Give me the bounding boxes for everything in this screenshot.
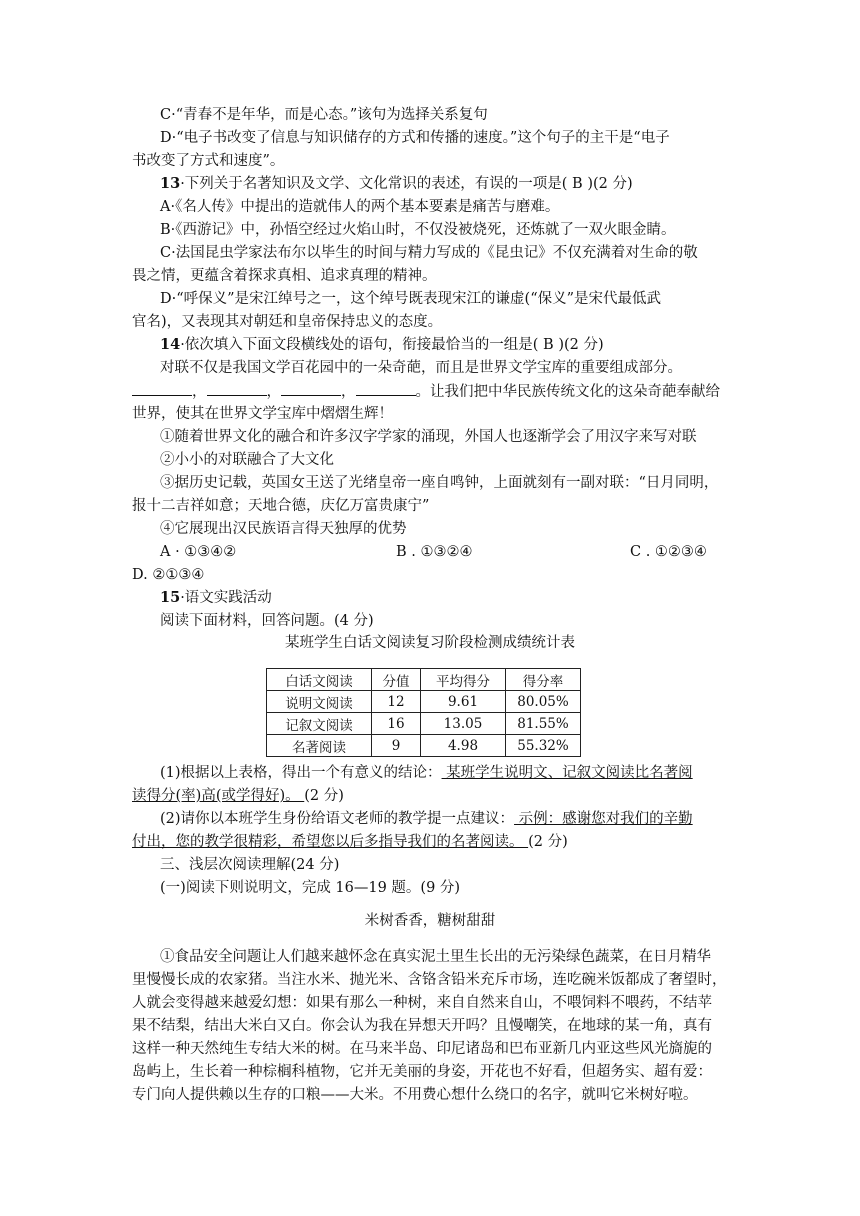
article-para: 这样一种天然纯生专结大米的树。在马来半岛、印尼诸岛和巴布亚新几内亚这些风光旖旎的 — [132, 1041, 712, 1057]
article-para: 岛屿上，生长着一种棕榈科植物，它并无美丽的身姿，开花也不好看，但超务实、超有爱： — [132, 1064, 712, 1080]
table-row — [267, 691, 581, 713]
q13-option-d-line2: 官名)，又表现其对朝廷和皇帝保持忠义的态度。 — [132, 314, 443, 330]
score-table — [266, 668, 581, 757]
q13-option-b: B·《西游记》中，孙悟空经过火焰山时，不仅没被烧死，还炼就了一双火眼金睛。 — [160, 222, 676, 238]
q15-1-answer: 某班学生说明文、记叙文阅读比名著阅 — [441, 765, 693, 781]
article-para: 果不结梨，结出大米白又白。你会认为我在异想天开吗？且慢嘲笑，在地球的某一角，真有 — [132, 1018, 712, 1034]
q15-2-line1: (2)请你以本班学生身份给语文老师的教学提一点建议： 示例：感谢您对我们的辛勤 — [160, 811, 693, 827]
q13-option-a: A·《名人传》中提出的造就伟人的两个基本要素是痛苦与磨难。 — [160, 199, 560, 215]
q14-sentence-1: ①随着世界文化的融合和许多汉字学家的涌现，外国人也逐渐学会了用汉字来写对联 — [160, 429, 697, 445]
blank-2 — [207, 381, 267, 396]
table-cell: 9.61 — [421, 691, 506, 713]
q15-1-line1: (1)根据以上表格，得出一个有意义的结论： 某班学生说明文、记叙文阅读比名著阅 — [160, 765, 693, 781]
q14-choice-a: A · ①③④② — [160, 544, 237, 560]
q12-option-d-line2: 书改变了方式和速度”。 — [132, 153, 285, 169]
q14-passage-line3: 世界，使其在世界文学宝库中熠熠生辉！ — [132, 406, 393, 422]
q15-2-answer: 示例：感谢您对我们的辛勤 — [514, 811, 693, 827]
table-cell: 16 — [372, 713, 421, 735]
q14-choice-d: D. ②①③④ — [132, 567, 205, 583]
table-cell: 说明文阅读 — [267, 691, 372, 713]
q14-passage-line1: 对联不仅是我国文学百花园中的一朵奇葩，而且是世界文学宝库的重要组成部分。 — [160, 360, 682, 376]
blank-4 — [356, 381, 416, 396]
table-cell: 9 — [372, 735, 421, 757]
q13-option-c-line2: 畏之情，更蕴含着探求真相、追求真理的精神。 — [132, 268, 437, 284]
q15-number: 15 — [160, 589, 181, 606]
q12-option-d-line1: D·“电子书改变了信息与知识储存的方式和传播的速度。”这个句子的主干是“电子 — [160, 130, 670, 146]
table-cell: 80.05% — [506, 691, 581, 713]
q13-text: ·下列关于名著知识及文学、文化常识的表述，有误的一项是( B )(2 分) — [180, 176, 633, 192]
table-header: 分值 — [372, 669, 421, 691]
article-para: ①食品安全问题让人们越来越怀念在真实泥土里生长出的无污染绿色蔬菜，在日月精华 — [160, 949, 711, 965]
q15-1-line2: 读得分(率)高(或学得好)。 (2 分) — [132, 788, 344, 804]
q14-choice-b: B . ①③②④ — [396, 544, 473, 560]
article-title: 米树香香，糖树甜甜 — [364, 913, 496, 929]
q15-1-answer-cont: 读得分(率)高(或学得好)。 — [132, 788, 305, 804]
q15-text: ·语文实践活动 — [180, 590, 272, 606]
table-cell: 记叙文阅读 — [267, 713, 372, 735]
q14-choice-c: C . ①②③④ — [630, 544, 707, 560]
section-3-sub: (一)阅读下则说明文，完成 16—19 题。(9 分) — [160, 880, 461, 896]
q15-stem — [160, 588, 272, 608]
table-row — [267, 713, 581, 735]
section-3-heading: 三、浅层次阅读理解(24 分) — [160, 857, 340, 873]
table-cell: 12 — [372, 691, 421, 713]
table-header: 得分率 — [506, 669, 581, 691]
blank-3 — [281, 381, 341, 396]
q14-number: 14 — [160, 336, 181, 353]
table-cell: 81.55% — [506, 713, 581, 735]
q14-passage-line2: ， ， ， 。让我们把中华民族传统文化的这朵奇葩奉献给 — [132, 381, 720, 402]
article-para: 专门向人提供赖以生存的口粮——大米。不用费心想什么绕口的名字，就叫它米树好啦。 — [132, 1087, 698, 1103]
article-para: 人就会变得越来越爱幻想：如果有那么一种树，来自自然来自山，不喂饲料不喂药，不结苹 — [132, 995, 712, 1011]
q14-sentence-4: ④它展现出汉民族语言得天独厚的优势 — [160, 521, 407, 537]
q13-stem — [160, 174, 633, 194]
q14-sentence-3-line1: ③据历史记载，英国女王送了光绪皇帝一座自鸣钟，上面就刻有一副对联：“日月同明， — [160, 475, 719, 491]
q13-number: 13 — [160, 175, 181, 192]
table-cell: 名著阅读 — [267, 735, 372, 757]
q15-intro: 阅读下面材料，回答问题。(4 分) — [160, 613, 374, 629]
q13-option-c-line1: C·法国昆虫学家法布尔以毕生的时间与精力写成的《昆虫记》不仅充满着对生命的敬 — [160, 245, 698, 261]
table-title: 某班学生白话文阅读复习阶段检测成绩统计表 — [285, 635, 575, 651]
table-header-row — [267, 669, 581, 691]
table-cell: 13.05 — [421, 713, 506, 735]
q12-option-c: C·“青春不是年华，而是心态。”该句为选择关系复句 — [160, 107, 488, 123]
q15-2-line2: 付出，您的教学很精彩，希望您以后多指导我们的名著阅读。 (2 分) — [132, 834, 568, 850]
article-para: 里慢慢长成的农家猪。当注水米、抛光米、含铬含铅米充斥市场，连吃碗米饭都成了奢望时， — [132, 972, 727, 988]
table-row — [267, 735, 581, 757]
q13-option-d-line1: D·“呼保义”是宋江绰号之一，这个绰号既表现宋江的谦虚(“保义”是宋代最低武 — [160, 291, 662, 307]
q14-stem — [160, 335, 604, 355]
table-cell: 4.98 — [421, 735, 506, 757]
table-header: 平均得分 — [421, 669, 506, 691]
q15-2-answer-cont: 付出，您的教学很精彩，希望您以后多指导我们的名著阅读。 — [132, 834, 529, 850]
q14-text: ·依次填入下面文段横线处的语句，衔接最恰当的一组是( B )(2 分) — [180, 337, 604, 353]
table-header: 白话文阅读 — [267, 669, 372, 691]
q14-sentence-2: ②小小的对联融合了大文化 — [160, 452, 334, 468]
table-cell: 55.32% — [506, 735, 581, 757]
q14-sentence-3-line2: 报十二吉祥如意；天地合德，庆亿万富贵康宁” — [132, 498, 430, 514]
blank-1 — [132, 381, 192, 396]
